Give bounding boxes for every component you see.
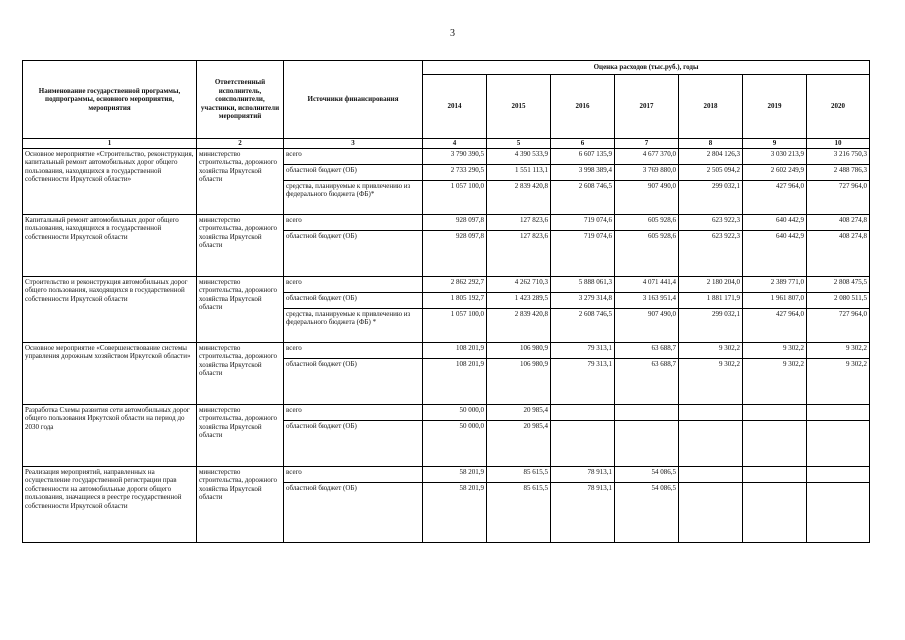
amount-cell: 907 490,0 bbox=[615, 308, 679, 342]
amount-cell: 1 805 192,7 bbox=[423, 292, 487, 308]
amount-cell bbox=[679, 466, 743, 482]
amount-cell: 108 201,9 bbox=[423, 342, 487, 358]
header-year: 2018 bbox=[679, 75, 743, 139]
amount-cell bbox=[743, 404, 807, 420]
amount-cell: 78 913,1 bbox=[551, 466, 615, 482]
amount-cell: 3 769 880,0 bbox=[615, 164, 679, 180]
amount-cell: 50 000,0 bbox=[423, 420, 487, 466]
funding-source: областной бюджет (ОБ) bbox=[284, 358, 423, 404]
amount-cell: 2 733 290,5 bbox=[423, 164, 487, 180]
funding-source: областной бюджет (ОБ) bbox=[284, 164, 423, 180]
amount-cell bbox=[807, 482, 870, 542]
amount-cell: 640 442,9 bbox=[743, 230, 807, 276]
amount-cell: 2 608 746,5 bbox=[551, 180, 615, 214]
funding-source: средства, планируемые к привлечению из федерального бюджета (ФБ)* bbox=[284, 180, 423, 214]
table-row bbox=[23, 342, 870, 358]
amount-cell: 727 964,0 bbox=[807, 308, 870, 342]
amount-cell bbox=[807, 420, 870, 466]
amount-cell: 3 030 213,9 bbox=[743, 148, 807, 164]
funding-source: областной бюджет (ОБ) bbox=[284, 292, 423, 308]
amount-cell: 9 302,2 bbox=[743, 358, 807, 404]
amount-cell: 58 201,9 bbox=[423, 466, 487, 482]
table-row bbox=[23, 404, 870, 420]
amount-cell: 5 888 061,3 bbox=[551, 276, 615, 292]
table-row bbox=[23, 466, 870, 482]
amount-cell: 605 928,6 bbox=[615, 214, 679, 230]
column-index: 10 bbox=[807, 139, 870, 149]
amount-cell: 9 302,2 bbox=[743, 342, 807, 358]
column-index: 4 bbox=[423, 139, 487, 149]
amount-cell: 2 839 420,8 bbox=[487, 308, 551, 342]
table-row bbox=[23, 214, 870, 230]
amount-cell: 299 032,1 bbox=[679, 308, 743, 342]
amount-cell: 2 488 786,3 bbox=[807, 164, 870, 180]
amount-cell: 85 615,5 bbox=[487, 466, 551, 482]
amount-cell: 2 608 746,5 bbox=[551, 308, 615, 342]
amount-cell bbox=[743, 482, 807, 542]
amount-cell: 2 862 292,7 bbox=[423, 276, 487, 292]
amount-cell: 1 057 100,0 bbox=[423, 308, 487, 342]
amount-cell: 719 074,6 bbox=[551, 230, 615, 276]
amount-cell: 127 823,6 bbox=[487, 230, 551, 276]
funding-source: областной бюджет (ОБ) bbox=[284, 230, 423, 276]
amount-cell: 4 390 533,9 bbox=[487, 148, 551, 164]
header-year: 2016 bbox=[551, 75, 615, 139]
funding-source: областной бюджет (ОБ) bbox=[284, 482, 423, 542]
amount-cell: 408 274,8 bbox=[807, 214, 870, 230]
amount-cell bbox=[679, 420, 743, 466]
expenditure-table bbox=[22, 60, 870, 543]
header-year: 2020 bbox=[807, 75, 870, 139]
amount-cell: 3 216 750,3 bbox=[807, 148, 870, 164]
column-index: 2 bbox=[197, 139, 284, 149]
header-estimate: Оценка расходов (тыс.руб.), годы bbox=[423, 61, 870, 75]
amount-cell: 1 961 807,0 bbox=[743, 292, 807, 308]
amount-cell: 108 201,9 bbox=[423, 358, 487, 404]
amount-cell: 9 302,2 bbox=[807, 358, 870, 404]
amount-cell bbox=[807, 466, 870, 482]
amount-cell: 2 505 094,2 bbox=[679, 164, 743, 180]
activity-name: Строительство и реконструкция автомобильных дорог общего пользования, находящихся в государственной собственности Иркутской области bbox=[23, 276, 197, 342]
amount-cell bbox=[679, 482, 743, 542]
column-index: 8 bbox=[679, 139, 743, 149]
amount-cell: 79 313,1 bbox=[551, 342, 615, 358]
amount-cell: 79 313,1 bbox=[551, 358, 615, 404]
amount-cell: 2 804 126,3 bbox=[679, 148, 743, 164]
amount-cell: 85 615,5 bbox=[487, 482, 551, 542]
amount-cell: 3 998 389,4 bbox=[551, 164, 615, 180]
table-row bbox=[23, 276, 870, 292]
amount-cell: 2 389 771,0 bbox=[743, 276, 807, 292]
header-year: 2014 bbox=[423, 75, 487, 139]
amount-cell bbox=[615, 420, 679, 466]
amount-cell: 2 839 420,8 bbox=[487, 180, 551, 214]
column-index: 7 bbox=[615, 139, 679, 149]
amount-cell bbox=[615, 404, 679, 420]
amount-cell: 106 980,9 bbox=[487, 358, 551, 404]
amount-cell: 3 790 390,5 bbox=[423, 148, 487, 164]
amount-cell: 4 262 710,3 bbox=[487, 276, 551, 292]
amount-cell: 2 808 475,5 bbox=[807, 276, 870, 292]
column-index: 5 bbox=[487, 139, 551, 149]
amount-cell: 1 881 171,9 bbox=[679, 292, 743, 308]
amount-cell: 1 057 100,0 bbox=[423, 180, 487, 214]
amount-cell: 623 922,3 bbox=[679, 230, 743, 276]
activity-name: Разработка Схемы развития сети автомобильных дорог общего пользования Иркутской области на период до 2030 года bbox=[23, 404, 197, 466]
header-name: Наименование государственной программы, подпрограммы, основного мероприятия, мероприятия bbox=[23, 61, 197, 139]
responsible-executor: министерство строительства, дорожного хозяйства Иркутской области bbox=[197, 342, 284, 404]
amount-cell: 907 490,0 bbox=[615, 180, 679, 214]
amount-cell: 63 688,7 bbox=[615, 358, 679, 404]
amount-cell: 2 602 249,9 bbox=[743, 164, 807, 180]
amount-cell: 54 086,5 bbox=[615, 482, 679, 542]
funding-source: всего bbox=[284, 466, 423, 482]
amount-cell: 1 551 113,1 bbox=[487, 164, 551, 180]
amount-cell: 623 922,3 bbox=[679, 214, 743, 230]
header-year: 2019 bbox=[743, 75, 807, 139]
amount-cell: 4 677 370,0 bbox=[615, 148, 679, 164]
column-index: 9 bbox=[743, 139, 807, 149]
responsible-executor: министерство строительства, дорожного хозяйства Иркутской области bbox=[197, 214, 284, 276]
amount-cell: 2 080 511,5 bbox=[807, 292, 870, 308]
header-source: Источники финансирования bbox=[284, 61, 423, 139]
amount-cell: 3 163 951,4 bbox=[615, 292, 679, 308]
amount-cell: 3 279 314,8 bbox=[551, 292, 615, 308]
amount-cell: 50 000,0 bbox=[423, 404, 487, 420]
page-number: 3 bbox=[450, 28, 455, 39]
funding-source: всего bbox=[284, 404, 423, 420]
amount-cell bbox=[551, 420, 615, 466]
amount-cell: 54 086,5 bbox=[615, 466, 679, 482]
funding-source: областной бюджет (ОБ) bbox=[284, 420, 423, 466]
amount-cell: 78 913,1 bbox=[551, 482, 615, 542]
amount-cell: 928 097,8 bbox=[423, 230, 487, 276]
amount-cell: 299 032,1 bbox=[679, 180, 743, 214]
column-index: 3 bbox=[284, 139, 423, 149]
column-index: 1 bbox=[23, 139, 197, 149]
responsible-executor: министерство строительства, дорожного хозяйства Иркутской области bbox=[197, 148, 284, 214]
amount-cell: 9 302,2 bbox=[679, 358, 743, 404]
amount-cell: 6 607 135,9 bbox=[551, 148, 615, 164]
funding-source: средства, планируемые к привлечению из федерального бюджета (ФБ) * bbox=[284, 308, 423, 342]
amount-cell: 106 980,9 bbox=[487, 342, 551, 358]
amount-cell: 928 097,8 bbox=[423, 214, 487, 230]
column-index: 6 bbox=[551, 139, 615, 149]
amount-cell: 9 302,2 bbox=[807, 342, 870, 358]
funding-source: всего bbox=[284, 342, 423, 358]
responsible-executor: министерство строительства, дорожного хозяйства Иркутской области bbox=[197, 404, 284, 466]
amount-cell: 4 071 441,4 bbox=[615, 276, 679, 292]
activity-name: Основное мероприятие «Совершенствование системы управления дорожным хозяйством Иркутской области» bbox=[23, 342, 197, 404]
activity-name: Реализация мероприятий, направленных на осуществление государственной регистрации прав собственности на автомобильные дороги общего пользования, значащиеся в реестре государственной собственности Иркутской области bbox=[23, 466, 197, 542]
amount-cell: 20 985,4 bbox=[487, 420, 551, 466]
amount-cell bbox=[679, 404, 743, 420]
amount-cell: 9 302,2 bbox=[679, 342, 743, 358]
responsible-executor: министерство строительства, дорожного хозяйства Иркутской области bbox=[197, 466, 284, 542]
amount-cell: 127 823,6 bbox=[487, 214, 551, 230]
amount-cell: 727 964,0 bbox=[807, 180, 870, 214]
funding-source: всего bbox=[284, 276, 423, 292]
activity-name: Основное мероприятие «Строительство, реконструкция, капитальный ремонт автомобильных дорог общего пользования, находящихся в государственной собственности Иркутской области» bbox=[23, 148, 197, 214]
table-row bbox=[23, 148, 870, 164]
header-responsible: Ответственный исполнитель, соисполнители, участники, исполнители мероприятий bbox=[197, 61, 284, 139]
header-year: 2017 bbox=[615, 75, 679, 139]
amount-cell: 20 985,4 bbox=[487, 404, 551, 420]
amount-cell bbox=[743, 466, 807, 482]
amount-cell: 605 928,6 bbox=[615, 230, 679, 276]
header-year: 2015 bbox=[487, 75, 551, 139]
amount-cell: 427 964,0 bbox=[743, 308, 807, 342]
amount-cell: 58 201,9 bbox=[423, 482, 487, 542]
amount-cell bbox=[551, 404, 615, 420]
amount-cell: 427 964,0 bbox=[743, 180, 807, 214]
amount-cell: 63 688,7 bbox=[615, 342, 679, 358]
funding-source: всего bbox=[284, 148, 423, 164]
funding-source: всего bbox=[284, 214, 423, 230]
amount-cell: 640 442,9 bbox=[743, 214, 807, 230]
amount-cell bbox=[743, 420, 807, 466]
responsible-executor: министерство строительства, дорожного хозяйства Иркутской области bbox=[197, 276, 284, 342]
amount-cell: 2 180 204,0 bbox=[679, 276, 743, 292]
amount-cell: 1 423 289,5 bbox=[487, 292, 551, 308]
amount-cell: 408 274,8 bbox=[807, 230, 870, 276]
activity-name: Капитальный ремонт автомобильных дорог общего пользования, находящихся в государственной собственности Иркутской области bbox=[23, 214, 197, 276]
amount-cell bbox=[807, 404, 870, 420]
amount-cell: 719 074,6 bbox=[551, 214, 615, 230]
